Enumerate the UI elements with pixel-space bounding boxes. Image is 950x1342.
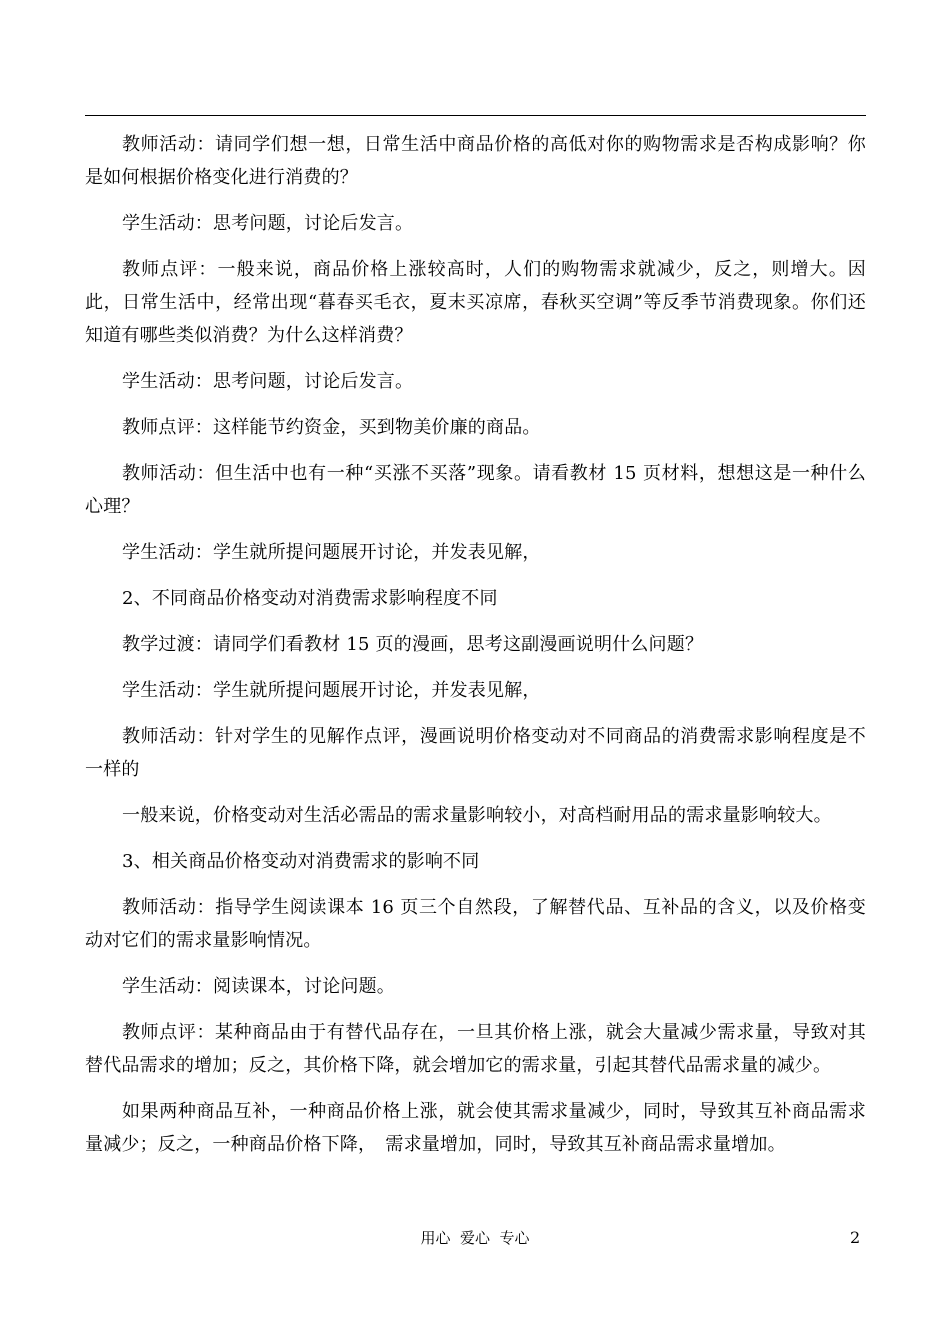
header-rule: [85, 115, 866, 116]
paragraph: 学生活动：学生就所提问题展开讨论，并发表见解，: [122, 680, 541, 701]
paragraph: 教师活动：请同学们想一想，日常生活中商品价格的高低对你的购物需求是否构成影响？你是如何根据价格变化进行消费的？: [85, 134, 866, 188]
paragraph: 教师活动：针对学生的见解作点评，漫画说明价格变动对不同商品的消费需求影响程度是不一样的: [85, 726, 866, 780]
paragraph: 教师点评：这样能节约资金，买到物美价廉的商品。: [122, 417, 541, 438]
paragraph: 教师点评：某种商品由于有替代品存在，一旦其价格上涨，就会大量减少需求量，导致对其替代品需求的增加；反之，其价格下降，就会增加它的需求量，引起其替代品需求量的减少。: [85, 1022, 866, 1076]
paragraph: 学生活动：阅读课本，讨论问题。: [122, 976, 395, 997]
paragraph: 教师活动：但生活中也有一种“买涨不买落”现象。请看教材 15 页材料，想想这是一种什么心理？: [85, 463, 866, 517]
paragraph: 如果两种商品互补，一种商品价格上涨，就会使其需求量减少，同时，导致其互补商品需求量减少；反之，一种商品价格下降， 需求量增加，同时，导致其互补商品需求量增加。: [85, 1101, 866, 1155]
paragraph: 学生活动：思考问题，讨论后发言。: [122, 371, 414, 392]
paragraph: 一般来说，价格变动对生活必需品的需求量影响较小，对高档耐用品的需求量影响较大。: [122, 805, 832, 826]
paragraph: 学生活动：学生就所提问题展开讨论，并发表见解，: [122, 542, 541, 563]
section-heading: 3、相关商品价格变动对消费需求的影响不同: [122, 851, 480, 872]
paragraph: 教师点评：一般来说，商品价格上涨较高时，人们的购物需求就减少，反之，则增大。因此，日常生活中，经常出现“暮春买毛衣，夏末买凉席，春秋买空调”等反季节消费现象。你们还知道有哪些类似消费？为什么这样消费？: [85, 259, 866, 346]
paragraph: 学生活动：思考问题，讨论后发言。: [122, 213, 414, 234]
document-body: [85, 128, 866, 1174]
paragraph: 教学过渡：请同学们看教材 15 页的漫画，思考这副漫画说明什么问题？: [122, 634, 704, 655]
paragraph: 教师活动：指导学生阅读课本 16 页三个自然段，了解替代品、互补品的含义，以及价格变动对它们的需求量影响情况。: [85, 897, 866, 951]
page-number: 2: [850, 1228, 861, 1247]
footer-motto: 用心 爱心 专心: [420, 1229, 530, 1247]
section-heading: 2、不同商品价格变动对消费需求影响程度不同: [122, 588, 498, 609]
